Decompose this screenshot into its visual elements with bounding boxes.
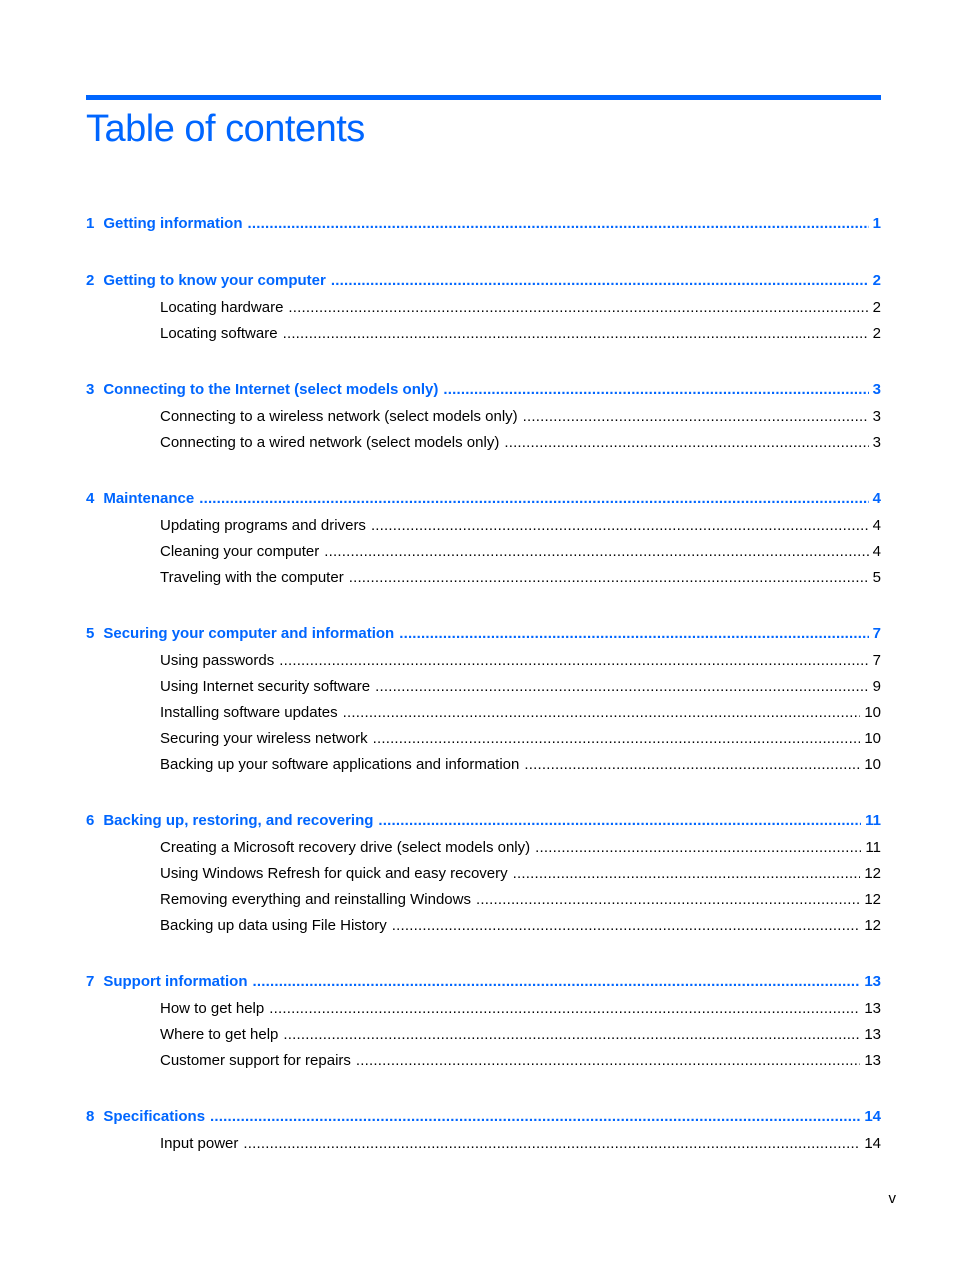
entry-title: Input power xyxy=(160,1135,239,1152)
entry-title: Updating programs and drivers xyxy=(160,517,366,534)
toc-chapter xyxy=(86,968,881,1074)
toc-entry-link[interactable] xyxy=(86,539,881,565)
entry-title: Securing your wireless network xyxy=(160,730,368,747)
entry-title: How to get help xyxy=(160,1000,265,1017)
dot-leader xyxy=(288,295,868,321)
dot-leader xyxy=(504,430,868,456)
dot-leader xyxy=(443,376,868,404)
chapter-title: Maintenance xyxy=(103,490,195,507)
chapter-page-number: 14 xyxy=(864,1108,881,1125)
toc-chapter xyxy=(86,807,881,939)
dot-leader xyxy=(343,700,861,726)
entry-page-number: 13 xyxy=(864,1052,881,1069)
toc-chapter xyxy=(86,210,881,238)
toc-entry-link[interactable] xyxy=(86,861,881,887)
entry-page-number: 13 xyxy=(864,1000,881,1017)
title-rule xyxy=(86,95,881,100)
entry-page-number: 12 xyxy=(864,865,881,882)
toc-chapter-link[interactable] xyxy=(86,376,881,404)
chapter-title: Backing up, restoring, and recovering xyxy=(103,812,374,829)
toc-chapter xyxy=(86,267,881,347)
entry-page-number: 10 xyxy=(864,704,881,721)
toc-chapter xyxy=(86,485,881,591)
dot-leader xyxy=(283,321,869,347)
entry-page-number: 12 xyxy=(864,891,881,908)
chapter-title: Specifications xyxy=(103,1108,206,1125)
chapter-number: 2 xyxy=(86,272,95,289)
toc-entry-link[interactable] xyxy=(86,835,881,861)
dot-leader xyxy=(523,404,869,430)
dot-leader xyxy=(210,1103,860,1131)
toc-chapter xyxy=(86,620,881,778)
entry-title: Traveling with the computer xyxy=(160,569,344,586)
toc-entry-link[interactable] xyxy=(86,752,881,778)
entry-title: Using Internet security software xyxy=(160,678,371,695)
chapter-number: 1 xyxy=(86,215,95,232)
toc-entry-link[interactable] xyxy=(86,513,881,539)
entry-page-number: 13 xyxy=(864,1026,881,1043)
entry-title: Customer support for repairs xyxy=(160,1052,351,1069)
dot-leader xyxy=(349,565,869,591)
chapter-page-number: 2 xyxy=(872,272,881,289)
dot-leader xyxy=(248,210,869,238)
dot-leader xyxy=(253,968,861,996)
entry-title: Connecting to a wireless network (select models only) xyxy=(160,408,518,425)
toc-chapter-link[interactable] xyxy=(86,267,881,295)
table-of-contents xyxy=(86,210,881,1186)
entry-title: Cleaning your computer xyxy=(160,543,320,560)
entry-title: Backing up data using File History xyxy=(160,917,387,934)
toc-entry-link[interactable] xyxy=(86,674,881,700)
dot-leader xyxy=(375,674,869,700)
entry-title: Installing software updates xyxy=(160,704,338,721)
page-number: v xyxy=(888,1190,896,1207)
chapter-number: 5 xyxy=(86,625,95,642)
dot-leader xyxy=(513,861,861,887)
chapter-title: Getting to know your computer xyxy=(103,272,326,289)
entry-title: Where to get help xyxy=(160,1026,279,1043)
dot-leader xyxy=(392,913,861,939)
entry-page-number: 12 xyxy=(864,917,881,934)
entry-page-number: 9 xyxy=(872,678,881,695)
chapter-page-number: 11 xyxy=(865,812,881,829)
chapter-page-number: 7 xyxy=(872,625,881,642)
toc-entry-link[interactable] xyxy=(86,648,881,674)
toc-entry-link[interactable] xyxy=(86,430,881,456)
toc-entry-link[interactable] xyxy=(86,1048,881,1074)
chapter-title: Securing your computer and information xyxy=(103,625,395,642)
toc-chapter-link[interactable] xyxy=(86,807,881,835)
entry-page-number: 4 xyxy=(872,543,881,560)
toc-entry-link[interactable] xyxy=(86,404,881,430)
toc-entry-link[interactable] xyxy=(86,996,881,1022)
entry-page-number: 10 xyxy=(864,756,881,773)
chapter-number: 6 xyxy=(86,812,95,829)
toc-chapter-link[interactable] xyxy=(86,485,881,513)
dot-leader xyxy=(199,485,868,513)
chapter-title: Getting information xyxy=(103,215,243,232)
toc-entry-link[interactable] xyxy=(86,295,881,321)
toc-chapter-link[interactable] xyxy=(86,968,881,996)
chapter-title: Support information xyxy=(103,973,248,990)
chapter-number: 3 xyxy=(86,381,95,398)
entry-page-number: 10 xyxy=(864,730,881,747)
toc-entry-link[interactable] xyxy=(86,700,881,726)
chapter-number: 4 xyxy=(86,490,95,507)
entry-title: Locating hardware xyxy=(160,299,284,316)
entry-title: Backing up your software applications and information xyxy=(160,756,520,773)
entry-title: Using passwords xyxy=(160,652,275,669)
toc-chapter-link[interactable] xyxy=(86,1103,881,1131)
toc-entry-link[interactable] xyxy=(86,565,881,591)
dot-leader xyxy=(371,513,869,539)
entry-title: Connecting to a wired network (select models only) xyxy=(160,434,500,451)
toc-entry-link[interactable] xyxy=(86,1131,881,1157)
entry-page-number: 7 xyxy=(872,652,881,669)
dot-leader xyxy=(269,996,860,1022)
chapter-number: 8 xyxy=(86,1108,95,1125)
dot-leader xyxy=(524,752,860,778)
dot-leader xyxy=(399,620,868,648)
toc-chapter xyxy=(86,376,881,456)
entry-title: Creating a Microsoft recovery drive (select models only) xyxy=(160,839,531,856)
toc-chapter xyxy=(86,1103,881,1157)
toc-entry-link[interactable] xyxy=(86,1022,881,1048)
toc-entry-link[interactable] xyxy=(86,321,881,347)
entry-title: Using Windows Refresh for quick and easy recovery xyxy=(160,865,508,882)
toc-chapter-link[interactable] xyxy=(86,210,881,238)
chapter-page-number: 13 xyxy=(864,973,881,990)
entry-page-number: 5 xyxy=(872,569,881,586)
chapter-page-number: 1 xyxy=(872,215,881,232)
dot-leader xyxy=(324,539,868,565)
entry-page-number: 4 xyxy=(872,517,881,534)
dot-leader xyxy=(356,1048,860,1074)
entry-page-number: 2 xyxy=(872,299,881,316)
toc-entry-link[interactable] xyxy=(86,913,881,939)
dot-leader xyxy=(378,807,861,835)
toc-chapter-link[interactable] xyxy=(86,620,881,648)
chapter-page-number: 3 xyxy=(872,381,881,398)
dot-leader xyxy=(283,1022,860,1048)
entry-page-number: 3 xyxy=(872,434,881,451)
entry-page-number: 3 xyxy=(872,408,881,425)
dot-leader xyxy=(476,887,860,913)
chapter-number: 7 xyxy=(86,973,95,990)
entry-title: Removing everything and reinstalling Windows xyxy=(160,891,471,908)
dot-leader xyxy=(331,267,869,295)
toc-entry-link[interactable] xyxy=(86,887,881,913)
entry-page-number: 11 xyxy=(865,839,881,856)
page-title: Table of contents xyxy=(86,108,365,150)
chapter-title: Connecting to the Internet (select models only) xyxy=(103,381,439,398)
entry-page-number: 2 xyxy=(872,325,881,342)
chapter-page-number: 4 xyxy=(872,490,881,507)
toc-entry-link[interactable] xyxy=(86,726,881,752)
dot-leader xyxy=(373,726,861,752)
dot-leader xyxy=(279,648,868,674)
entry-title: Locating software xyxy=(160,325,278,342)
dot-leader xyxy=(243,1131,860,1157)
dot-leader xyxy=(535,835,861,861)
entry-page-number: 14 xyxy=(864,1135,881,1152)
